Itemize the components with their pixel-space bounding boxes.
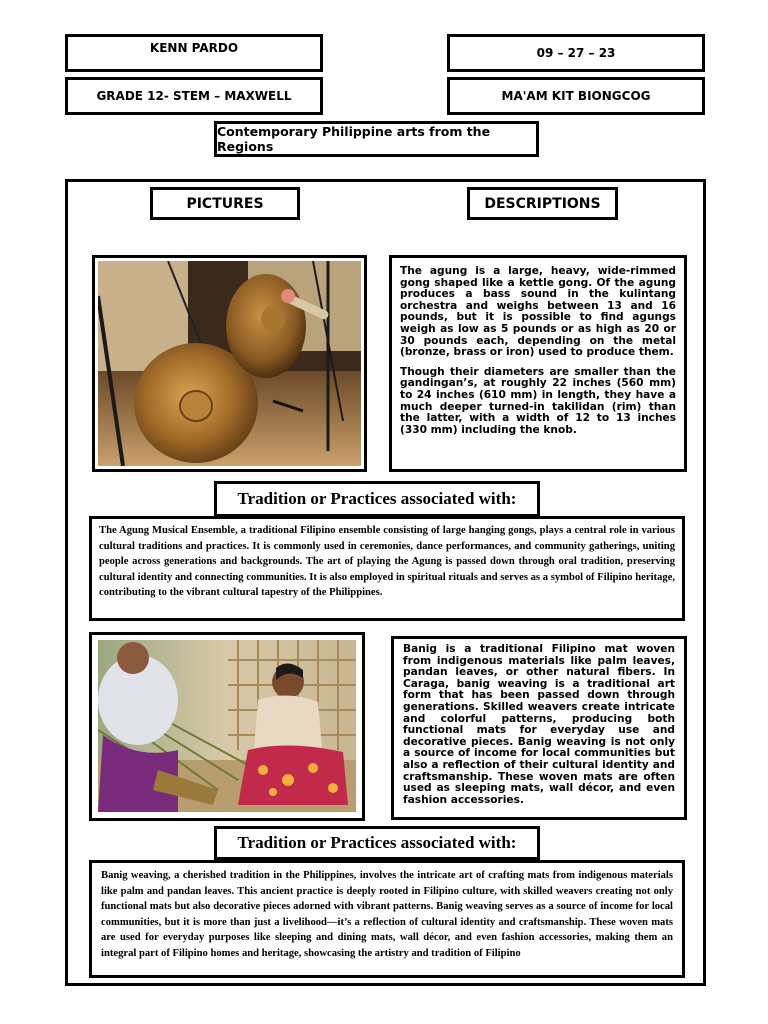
agung-tradition-title: Tradition or Practices associated with:: [237, 489, 517, 508]
banig-tradition-title: Tradition or Practices associated with:: [237, 833, 517, 852]
date: 09 – 27 – 23: [536, 46, 616, 60]
date-box: [447, 34, 705, 72]
banig-description: Banig is a traditional Filipino mat woven from indigenous materials like palm leaves, pandan leaves, or other natural fibers. In Caraga, banig weaving is a traditional art form that has been passed down through generations. Skilled weavers create intricate and colorful patterns, producing both functional mats for everyday use and decorative pieces. Banig weaving is not only a source of income for local communities but also a reflection of their cultural identity and craftsmanship. These woven mats are often used as sleeping mats, wall décor, and even fashion accessories.: [403, 643, 675, 806]
student-name-box: [65, 34, 323, 72]
agung-tradition-title-box: [214, 481, 540, 517]
banig-tradition-box: [89, 860, 685, 978]
agung-picture-frame: [92, 255, 367, 472]
agung-description-p1: The agung is a large, heavy, wide-rimmed gong shaped like a kettle gong. Of the agung produces a bass sound in the kulintang orchestra and weighs between 13 and 16 pounds, but it is possible to find agungs weigh as low as 5 pounds or as high as 20 or 30 pounds each, depending on the metal (bronze, brass or iron) used to produce them.: [400, 265, 676, 359]
page-title: Contemporary Philippine arts from the Regions: [217, 124, 491, 154]
agung-photo: [98, 261, 361, 466]
pictures-label: PICTURES: [186, 195, 264, 212]
banig-picture-frame: [89, 632, 365, 821]
agung-description-p2: Though their diameters are smaller than the gandingan’s, at roughly 22 inches (560 mm) to 24 inches (610 mm) in length, they have a much deeper turned-in takilidan (rim) than the latter, with a width of 12 to 13 inches (330 mm) including the knob.: [400, 365, 676, 436]
banig-description-box: [391, 636, 687, 820]
descriptions-label: DESCRIPTIONS: [484, 195, 601, 212]
pictures-header: [150, 187, 300, 220]
grade-section: GRADE 12- STEM – MAXWELL: [96, 89, 292, 103]
agung-description-box: [389, 255, 687, 472]
teacher-box: [447, 77, 705, 115]
agung-tradition-text: The Agung Musical Ensemble, a traditional Filipino ensemble consisting of large hanging gongs, plays a central role in various cultural traditions and practices. It is commonly used in ceremonies, dance performances, and community gatherings, uniting people across generations and backgrounds. The art of playing the Agung is passed down through oral tradition, preserving cultural identity and connecting communities. It is also employed in spiritual rituals and serves as a symbol of Filipino heritage, contributing to the vibrant cultural tapestry of the Philippines.: [99, 525, 675, 599]
teacher-name: MA'AM KIT BIONGCOG: [501, 89, 651, 103]
student-name: KENN PARDO: [149, 41, 239, 55]
banig-tradition-title-box: [214, 826, 540, 860]
grade-box: [65, 77, 323, 115]
agung-tradition-box: [89, 516, 685, 621]
descriptions-header: [467, 187, 618, 220]
page-title-box: [214, 121, 539, 157]
banig-tradition-text: Banig weaving, a cherished tradition in the Philippines, involves the intricate art of crafting mats from indigenous materials like palm and pandan leaves. This ancient practice is deeply rooted in Filipino culture, with skilled weavers creating not only functional mats but also decorative pieces adorned with vibrant patterns. Banig weaving serves as a source of income for local communities, but it is more than just a livelihood—it’s a reflection of cultural identity and craftsmanship. These woven mats are used for everyday purposes like sleeping and dining mats, wall décor, and even fashion accessories, making them an integral part of Filipino homes and heritage, showcasing the artistry and tradition of Filipino: [101, 870, 673, 959]
banig-photo: [98, 640, 356, 812]
